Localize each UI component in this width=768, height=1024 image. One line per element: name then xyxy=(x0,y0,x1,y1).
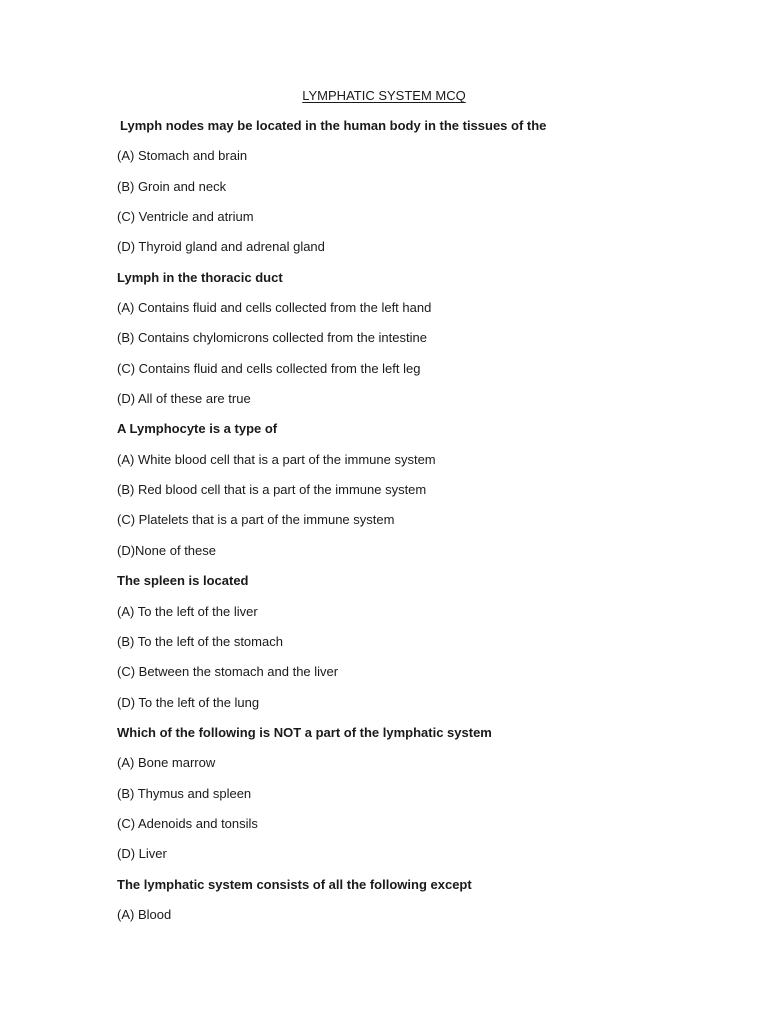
question-1-option-c: (C) Ventricle and atrium xyxy=(117,209,254,225)
question-2-option-a: (A) Contains fluid and cells collected from the left hand xyxy=(117,300,432,316)
question-1-option-a: (A) Stomach and brain xyxy=(117,148,248,164)
question-3-option-c: (C) Platelets that is a part of the immune system xyxy=(117,512,395,528)
question-4-option-c: (C) Between the stomach and the liver xyxy=(117,664,339,680)
question-1: Lymph nodes may be located in the human body in the tissues of the xyxy=(120,118,547,133)
question-6-option-a: (A) Blood xyxy=(117,906,172,922)
question-2-option-c: (C) Contains fluid and cells collected from the left leg xyxy=(117,360,421,376)
question-5-option-a: (A) Bone marrow xyxy=(117,755,216,771)
question-3-option-b: (B) Red blood cell that is a part of the immune system xyxy=(117,482,427,498)
document-title: LYMPHATIC SYSTEM MCQ xyxy=(302,88,466,103)
question-2-option-d: (D) All of these are true xyxy=(117,391,251,407)
question-list xyxy=(117,117,737,936)
question-2: Lymph in the thoracic duct xyxy=(117,269,283,285)
question-6: The lymphatic system consists of all the following except xyxy=(117,876,472,892)
question-3-option-d: (D)None of these xyxy=(117,542,216,558)
question-5-option-b: (B) Thymus and spleen xyxy=(117,785,252,801)
question-5-option-c: (C) Adenoids and tonsils xyxy=(117,815,258,831)
question-1-option-b: (B) Groin and neck xyxy=(117,178,227,194)
question-1-option-d: (D) Thyroid gland and adrenal gland xyxy=(117,239,325,255)
question-4-option-b: (B) To the left of the stomach xyxy=(117,633,283,649)
question-5: Which of the following is NOT a part of the lymphatic system xyxy=(117,724,492,740)
question-4-option-a: (A) To the left of the liver xyxy=(117,603,258,619)
question-2-option-b: (B) Contains chylomicrons collected from the intestine xyxy=(117,330,427,346)
question-3: A Lymphocyte is a type of xyxy=(117,421,278,437)
question-5-option-d: (D) Liver xyxy=(117,846,167,862)
question-4: The spleen is located xyxy=(117,573,249,589)
question-4-option-d: (D) To the left of the lung xyxy=(117,694,260,710)
question-3-option-a: (A) White blood cell that is a part of the immune system xyxy=(117,451,436,467)
